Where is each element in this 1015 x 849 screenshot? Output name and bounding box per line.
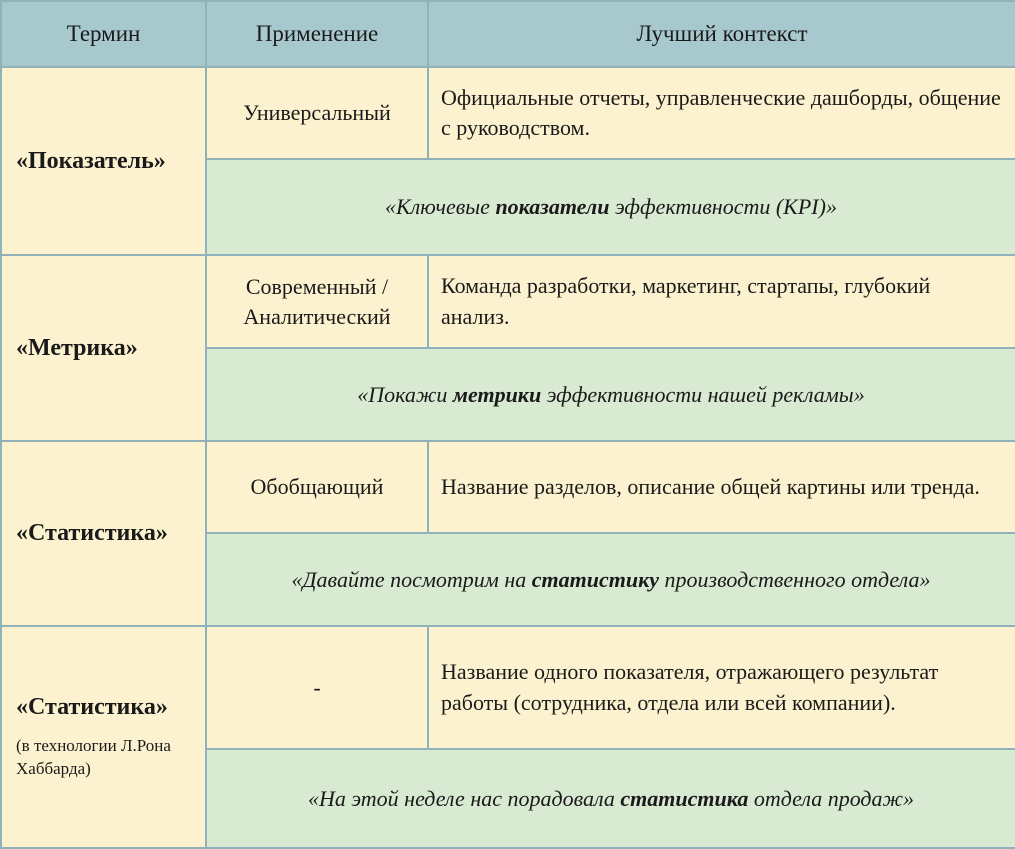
header-usage: Применение [206,1,428,67]
usage-cell: Обобщающий [206,441,428,533]
example-text: «На этой неделе нас порадовала [307,785,621,811]
usage-cell: Современный / Аналитический [206,255,428,348]
term-label: «Статистика» [16,520,168,546]
context-cell: Название разделов, описание общей картины или тренда. [428,441,1015,533]
context-cell: Название одного показателя, отражающего результат работы (сотрудника, отдела или всей компании). [428,626,1015,749]
term-cell [1,441,206,626]
header-context: Лучший контекст [428,1,1015,67]
term-cell [1,626,206,848]
term-note: (в технологии Л.Рона Хаббарда) [16,735,171,778]
term-cell [1,67,206,255]
term-label: «Метрика» [16,334,138,361]
example-text: «Покажи [357,381,453,407]
example-cell [206,159,1015,255]
table-row [1,67,1015,159]
term-label: «Статистика» [16,693,168,720]
example-cell [206,348,1015,441]
example-keyword: метрики [452,381,542,407]
context-cell: Официальные отчеты, управленческие дашборды, общение с руководством. [428,67,1015,159]
table-row [1,255,1015,348]
term-label: «Показатель» [16,147,166,174]
usage-cell: - [206,626,428,749]
header-row [1,1,1015,67]
example-keyword: показатели [495,194,610,219]
example-keyword: статистику [531,566,660,592]
usage-cell: Универсальный [206,67,428,159]
example-text: производственного отдела» [659,566,931,592]
example-cell [206,533,1015,626]
table-row [1,441,1015,533]
term-cell [1,255,206,441]
example-text: эффективности нашей рекламы» [541,381,865,407]
example-text: эффективности (KPI)» [609,194,837,219]
header-term: Термин [1,1,206,67]
example-text: отдела продаж» [748,785,915,811]
example-cell [206,749,1015,848]
table-row [1,626,1015,749]
context-cell: Команда разработки, маркетинг, стартапы, глубокий анализ. [428,255,1015,348]
example-keyword: статистика [620,785,749,811]
example-text: «Давайте посмотрим на [291,566,532,592]
example-text: «Ключевые [385,194,496,219]
